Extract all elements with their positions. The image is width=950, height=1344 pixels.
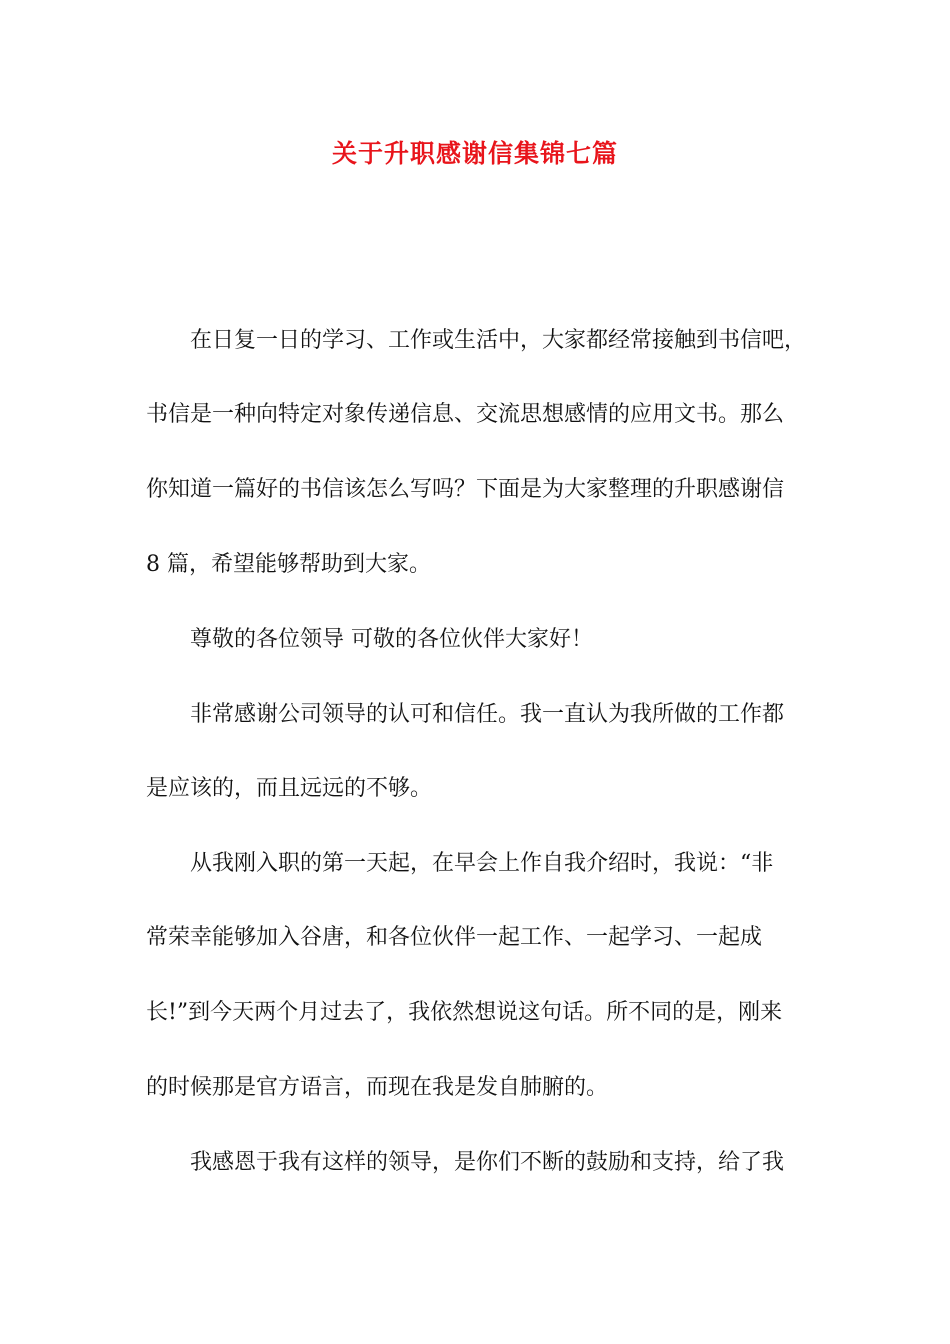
paragraph-line: 是应该的，而且远远的不够。: [146, 776, 433, 801]
paragraph-line: 8 篇，希望能够帮助到大家。: [146, 552, 431, 577]
document-title: 关于升职感谢信集锦七篇: [331, 139, 618, 168]
paragraph-line: 在日复一日的学习、工作或生活中，大家都经常接触到书信吧，: [190, 328, 807, 353]
paragraph-line: 我感恩于我有这样的领导，是你们不断的鼓励和支持，给了我: [190, 1150, 785, 1175]
paragraph-line: 你知道一篇好的书信该怎么写吗？下面是为大家整理的升职感谢信: [146, 477, 785, 502]
paragraph-line: 的时候那是官方语言，而现在我是发自肺腑的。: [146, 1075, 609, 1100]
paragraph-line: 常荣幸能够加入谷唐，和各位伙伴一起工作、一起学习、一起成: [146, 925, 763, 950]
paragraph-line: 书信是一种向特定对象传递信息、交流思想感情的应用文书。那么: [146, 402, 785, 427]
paragraph-line: 非常感谢公司领导的认可和信任。我一直认为我所做的工作都: [190, 702, 785, 727]
paragraph-line: 长!”到今天两个月过去了，我依然想说这句话。所不同的是，刚来: [146, 1000, 783, 1025]
paragraph-line: 从我刚入职的第一天起，在早会上作自我介绍时，我说：“非: [190, 851, 774, 876]
greeting-line: 尊敬的各位领导 可敬的各位伙伴大家好！: [190, 627, 593, 652]
